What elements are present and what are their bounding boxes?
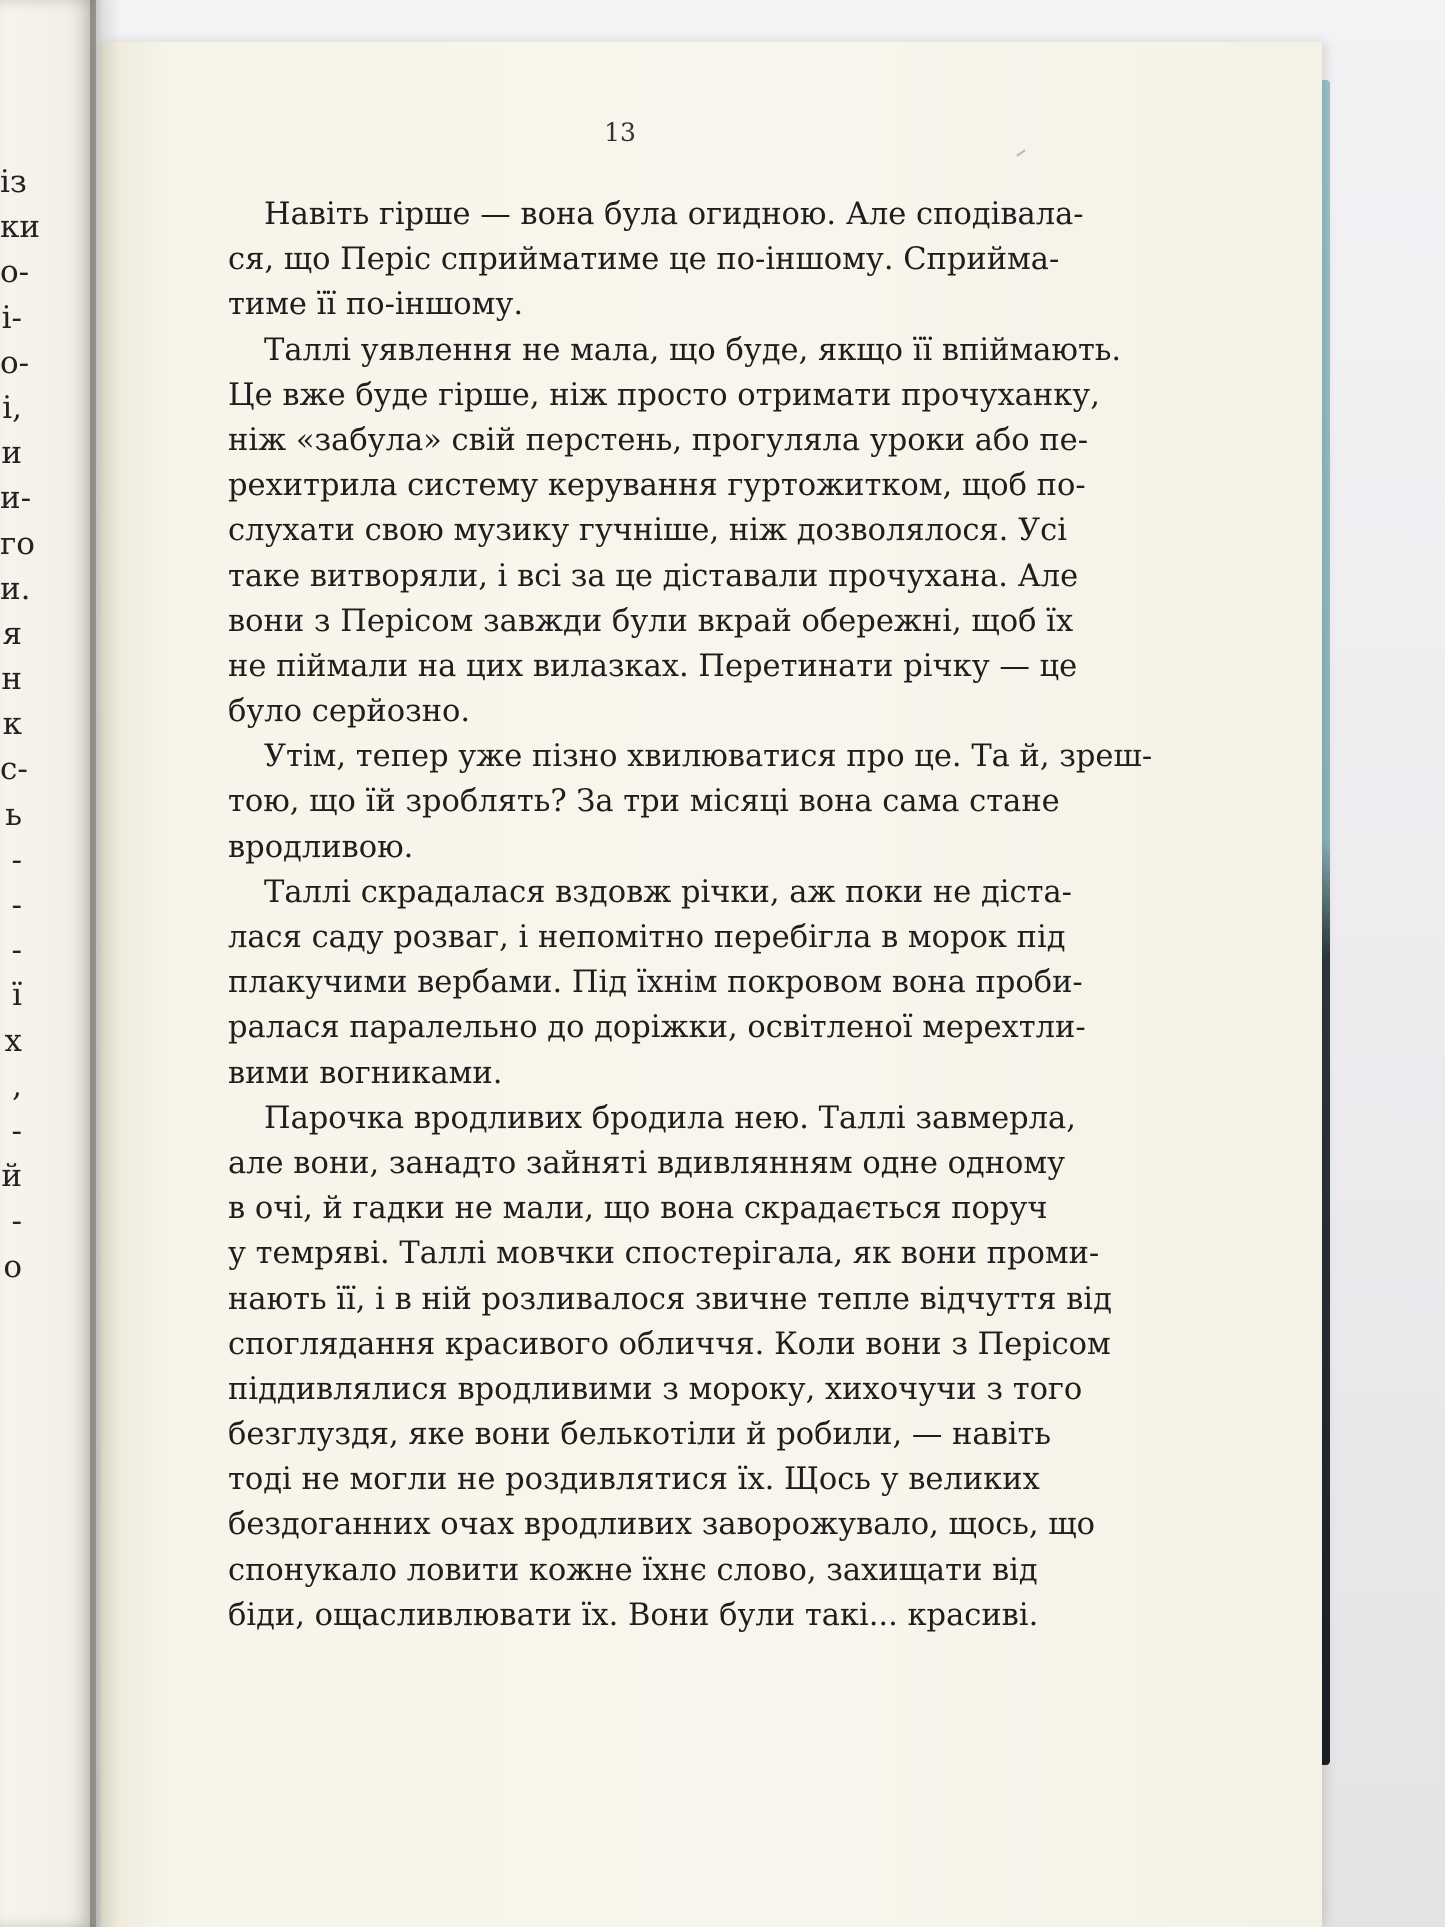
text-line: ралася паралельно до доріжки, освітленої мерехтли- (228, 1010, 1086, 1046)
fragment: - (11, 1112, 22, 1149)
text-line: тоді не могли не роздивлятися їх. Щось у великих (228, 1462, 1040, 1498)
fragment: - (11, 887, 22, 923)
fragment: - (11, 841, 22, 878)
text-line: слухати свою музику гучніше, ніж дозволялося. Усі (228, 513, 1067, 549)
text-line: було серйозно. (228, 694, 471, 730)
text-line: вродливою. (228, 829, 414, 865)
fragment: н (1, 661, 22, 698)
text-line: безглуздя, яке вони белькотіли й робили, — навіть (228, 1417, 1051, 1453)
text-line: але вони, занадто зайняті вдивлянням одне одному (228, 1145, 1066, 1181)
page-mark (1016, 149, 1025, 156)
book-gutter-shadow (90, 0, 120, 1927)
text-line: лася саду розваг, і непомітно перебігла в морок під (228, 920, 1066, 955)
fragment: і, (2, 389, 22, 426)
text-line: нають її, і в ній розливалося звичне тепле відчуття від (228, 1281, 1112, 1317)
text-line: Таллі уявлення не мала, що буде, якщо її впіймають. (264, 332, 1122, 368)
fragment: - (11, 932, 22, 969)
page-body-text (228, 192, 1153, 1638)
text-line: Це вже буде гірше, ніж просто отримати прочуханку, (228, 377, 1100, 413)
text-line: плакучими вербами. Під їхнім покровом вона проби- (228, 965, 1083, 1001)
fragment: - (11, 1203, 22, 1240)
book-page (100, 42, 1322, 1927)
text-line: бездоганних очах вродливих заворожувало, щось, що (228, 1507, 1096, 1543)
fragment: к (2, 706, 22, 743)
fragment: я (2, 615, 22, 652)
text-line: піддивлялися вродливими з мороку, хихочучи з того (228, 1371, 1083, 1407)
text-line: Утім, тепер уже пізно хвилюватися про це. Та й, зреш- (264, 739, 1153, 775)
fragment: о- (0, 344, 30, 381)
text-line: споглядання красивого обличчя. Коли вони з Перісом (228, 1326, 1111, 1362)
fragment: и (1, 435, 22, 472)
page-number: 13 (604, 118, 636, 147)
fragment: ї (12, 977, 22, 1014)
fragment: ь (5, 796, 22, 833)
text-line: ся, що Періс сприйматиме це по-іншому. Сприйма- (228, 242, 1060, 278)
previous-page-text-fragments (0, 160, 41, 1290)
text-line: рехитрила систему керування гуртожитком, щоб по- (228, 468, 1086, 504)
text-line: таке витворяли, і всі за це діставали прочухана. Але (228, 558, 1079, 594)
fragment: х (4, 1022, 22, 1059)
text-line: в очі, й гадки не мали, що вона скрадається поруч (228, 1191, 1048, 1227)
text-line: тою, що їй зроблять? За три місяці вона сама стане (228, 784, 1060, 820)
text-line: ніж «забула» свій перстень, прогуляла уроки або пе- (228, 422, 1089, 458)
text-line: не піймали на цих вилазках. Перетинати річку — це (228, 648, 1078, 684)
text-line: біди, ощасливлювати їх. Вони були такі... красиві. (228, 1597, 1039, 1633)
fragment: и- (0, 480, 32, 517)
fragment: с- (0, 751, 28, 788)
text-line: Навіть гірше — вона була огидною. Але сподівала- (264, 197, 1084, 232)
fragment: го (0, 525, 35, 562)
fragment: о- (0, 254, 30, 291)
text-line: вони з Перісом завжди були вкрай обережні, щоб їх (228, 603, 1074, 639)
text-line: спонукало ловити кожне їхнє слово, захищати від (228, 1552, 1038, 1588)
fragment: із (0, 164, 27, 200)
fragment: , (12, 1067, 22, 1104)
text-line: Таллі скрадалася вздовж річки, аж поки не діста- (264, 874, 1072, 910)
fragment: и. (0, 570, 31, 607)
fragment: о (3, 1248, 22, 1285)
text-line: тиме її по-іншому. (228, 287, 524, 323)
previous-page (0, 0, 96, 1927)
fragment: й (1, 1158, 22, 1195)
text-line: Парочка вродливих бродила нею. Таллі завмерла, (264, 1100, 1076, 1136)
text-line: вими вогниками. (228, 1055, 503, 1091)
fragment: ки (0, 209, 41, 246)
fragment: і- (1, 299, 22, 336)
text-line: у темряві. Таллі мовчки спостерігала, як вони проми- (228, 1236, 1100, 1272)
